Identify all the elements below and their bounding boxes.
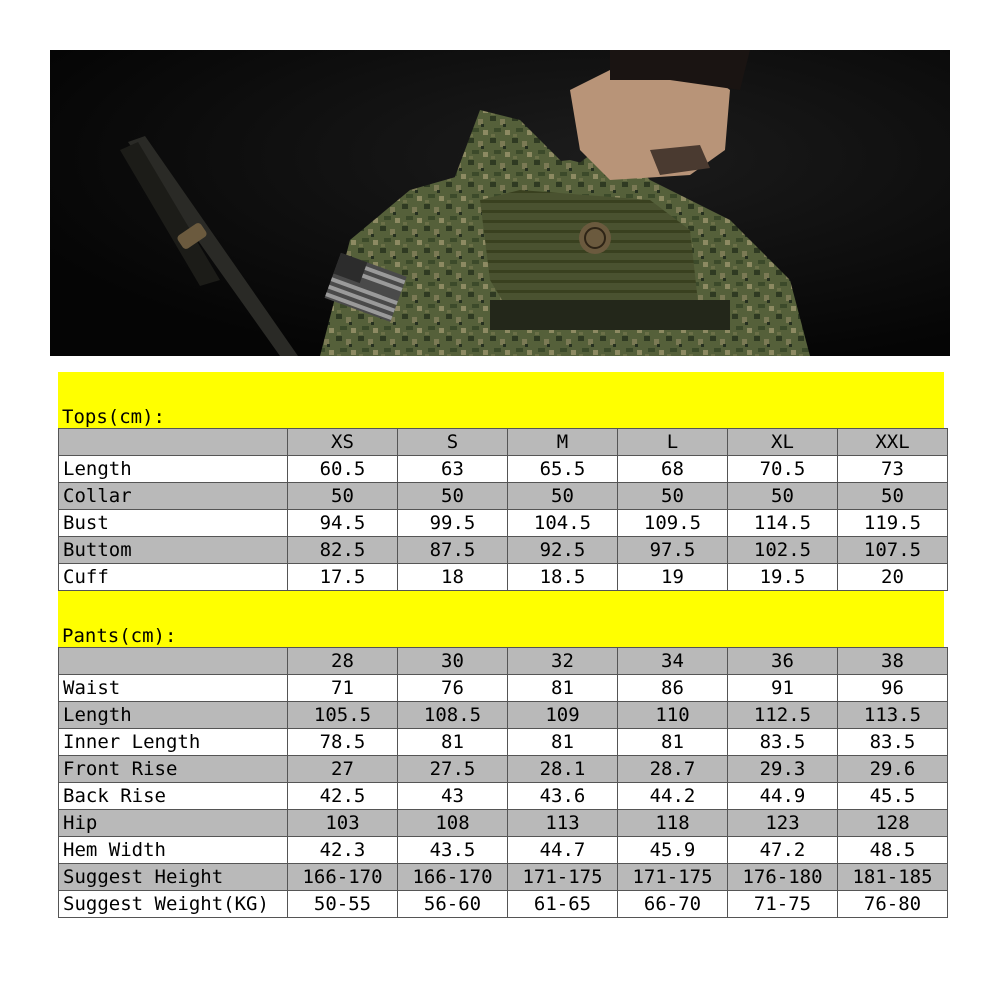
table-cell: 42.3 <box>288 837 398 864</box>
size-chart <box>58 372 944 918</box>
tops-size-header: S <box>398 429 508 456</box>
table-cell: 108.5 <box>398 702 508 729</box>
pants-size-header: 38 <box>838 648 948 675</box>
table-cell: 118 <box>618 810 728 837</box>
table-cell: 109 <box>508 702 618 729</box>
table-cell: 27.5 <box>398 756 508 783</box>
table-cell: 42.5 <box>288 783 398 810</box>
table-row <box>59 537 948 564</box>
table-cell: 181-185 <box>838 864 948 891</box>
row-label: Waist <box>59 675 288 702</box>
table-cell: 71-75 <box>728 891 838 918</box>
table-cell: 119.5 <box>838 510 948 537</box>
table-cell: 48.5 <box>838 837 948 864</box>
table-cell: 47.2 <box>728 837 838 864</box>
table-cell: 166-170 <box>398 864 508 891</box>
pants-size-table <box>58 647 948 918</box>
table-cell: 44.2 <box>618 783 728 810</box>
table-cell: 50 <box>618 483 728 510</box>
table-row <box>59 756 948 783</box>
table-cell: 17.5 <box>288 564 398 591</box>
table-row <box>59 510 948 537</box>
table-cell: 91 <box>728 675 838 702</box>
table-cell: 76-80 <box>838 891 948 918</box>
table-cell: 102.5 <box>728 537 838 564</box>
table-cell: 82.5 <box>288 537 398 564</box>
table-cell: 114.5 <box>728 510 838 537</box>
table-row <box>59 729 948 756</box>
pants-title: Pants(cm): <box>62 625 177 647</box>
table-cell: 45.9 <box>618 837 728 864</box>
table-cell: 65.5 <box>508 456 618 483</box>
row-label: Front Rise <box>59 756 288 783</box>
table-cell: 44.9 <box>728 783 838 810</box>
table-cell: 50 <box>398 483 508 510</box>
tops-size-header: XS <box>288 429 398 456</box>
table-cell: 113 <box>508 810 618 837</box>
tops-size-header: XXL <box>838 429 948 456</box>
table-cell: 19.5 <box>728 564 838 591</box>
row-label: Length <box>59 702 288 729</box>
table-row <box>59 810 948 837</box>
table-cell: 107.5 <box>838 537 948 564</box>
product-photo <box>50 50 950 356</box>
table-cell: 63 <box>398 456 508 483</box>
table-cell: 171-175 <box>508 864 618 891</box>
table-cell: 29.6 <box>838 756 948 783</box>
table-cell: 104.5 <box>508 510 618 537</box>
table-cell: 103 <box>288 810 398 837</box>
table-cell: 70.5 <box>728 456 838 483</box>
pants-size-header: 36 <box>728 648 838 675</box>
table-cell: 87.5 <box>398 537 508 564</box>
tops-header-corner <box>59 429 288 456</box>
pants-size-header: 28 <box>288 648 398 675</box>
table-row <box>59 837 948 864</box>
table-cell: 44.7 <box>508 837 618 864</box>
table-cell: 112.5 <box>728 702 838 729</box>
row-label: Buttom <box>59 537 288 564</box>
tops-header-row <box>59 429 948 456</box>
table-cell: 108 <box>398 810 508 837</box>
table-row <box>59 702 948 729</box>
tops-size-header: L <box>618 429 728 456</box>
table-cell: 81 <box>618 729 728 756</box>
table-cell: 56-60 <box>398 891 508 918</box>
table-cell: 92.5 <box>508 537 618 564</box>
table-cell: 43 <box>398 783 508 810</box>
row-label: Suggest Weight(KG) <box>59 891 288 918</box>
table-cell: 105.5 <box>288 702 398 729</box>
table-row <box>59 483 948 510</box>
tops-size-table <box>58 428 948 591</box>
table-cell: 76 <box>398 675 508 702</box>
table-cell: 18.5 <box>508 564 618 591</box>
pants-section-band <box>58 591 944 647</box>
table-cell: 81 <box>508 729 618 756</box>
table-cell: 50 <box>508 483 618 510</box>
row-label: Inner Length <box>59 729 288 756</box>
tops-size-header: XL <box>728 429 838 456</box>
table-cell: 128 <box>838 810 948 837</box>
table-cell: 61-65 <box>508 891 618 918</box>
table-cell: 166-170 <box>288 864 398 891</box>
table-cell: 50 <box>288 483 398 510</box>
table-cell: 97.5 <box>618 537 728 564</box>
table-cell: 113.5 <box>838 702 948 729</box>
pants-size-header: 32 <box>508 648 618 675</box>
table-cell: 28.1 <box>508 756 618 783</box>
table-cell: 29.3 <box>728 756 838 783</box>
row-label: Suggest Height <box>59 864 288 891</box>
table-cell: 171-175 <box>618 864 728 891</box>
table-cell: 45.5 <box>838 783 948 810</box>
tops-size-header: M <box>508 429 618 456</box>
table-cell: 20 <box>838 564 948 591</box>
row-label: Hem Width <box>59 837 288 864</box>
pants-header-corner <box>59 648 288 675</box>
table-cell: 73 <box>838 456 948 483</box>
table-row <box>59 783 948 810</box>
row-label: Cuff <box>59 564 288 591</box>
table-row <box>59 564 948 591</box>
table-cell: 50 <box>838 483 948 510</box>
table-cell: 110 <box>618 702 728 729</box>
table-row <box>59 456 948 483</box>
table-cell: 60.5 <box>288 456 398 483</box>
table-cell: 94.5 <box>288 510 398 537</box>
table-cell: 27 <box>288 756 398 783</box>
table-cell: 81 <box>508 675 618 702</box>
soldier-in-camo-illustration <box>50 50 950 356</box>
table-cell: 78.5 <box>288 729 398 756</box>
table-cell: 28.7 <box>618 756 728 783</box>
table-cell: 50 <box>728 483 838 510</box>
row-label: Back Rise <box>59 783 288 810</box>
pants-header-row <box>59 648 948 675</box>
table-cell: 71 <box>288 675 398 702</box>
table-cell: 86 <box>618 675 728 702</box>
table-cell: 66-70 <box>618 891 728 918</box>
table-cell: 68 <box>618 456 728 483</box>
table-cell: 43.6 <box>508 783 618 810</box>
table-cell: 83.5 <box>728 729 838 756</box>
table-cell: 176-180 <box>728 864 838 891</box>
table-cell: 81 <box>398 729 508 756</box>
row-label: Bust <box>59 510 288 537</box>
table-row <box>59 864 948 891</box>
table-cell: 50-55 <box>288 891 398 918</box>
table-row <box>59 891 948 918</box>
pants-size-header: 30 <box>398 648 508 675</box>
row-label: Length <box>59 456 288 483</box>
tops-section-band <box>58 372 944 428</box>
row-label: Collar <box>59 483 288 510</box>
table-cell: 19 <box>618 564 728 591</box>
table-cell: 18 <box>398 564 508 591</box>
pants-size-header: 34 <box>618 648 728 675</box>
table-cell: 99.5 <box>398 510 508 537</box>
tops-title: Tops(cm): <box>62 406 165 428</box>
table-cell: 43.5 <box>398 837 508 864</box>
table-cell: 96 <box>838 675 948 702</box>
table-cell: 123 <box>728 810 838 837</box>
row-label: Hip <box>59 810 288 837</box>
table-cell: 109.5 <box>618 510 728 537</box>
table-cell: 83.5 <box>838 729 948 756</box>
table-row <box>59 675 948 702</box>
